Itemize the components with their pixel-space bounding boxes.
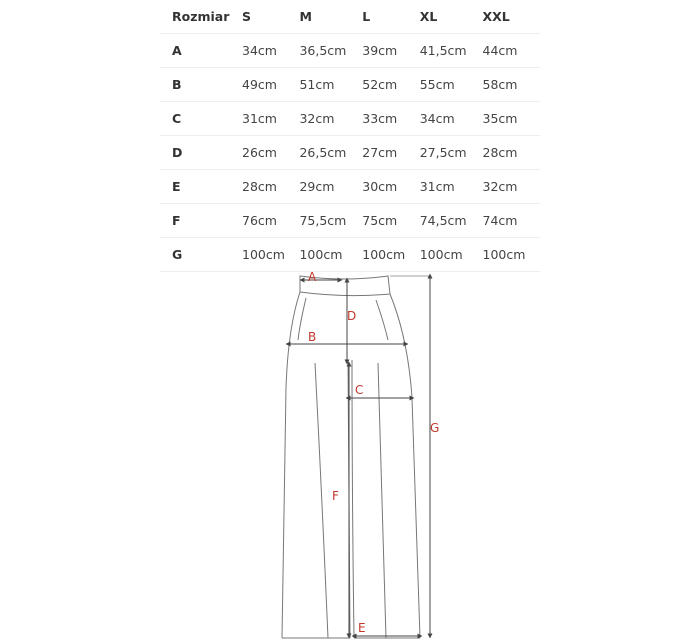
table-cell: 29cm	[299, 170, 362, 204]
row-label: D	[160, 136, 242, 170]
table-cell: 41,5cm	[420, 34, 483, 68]
table-row	[160, 34, 540, 68]
table-row	[160, 204, 540, 238]
table-cell: 100cm	[299, 238, 362, 272]
header-rozmiar: Rozmiar	[160, 0, 242, 34]
table-row	[160, 136, 540, 170]
table-cell: 27,5cm	[420, 136, 483, 170]
header-size-xxl: XXL	[483, 0, 541, 34]
table-cell: 31cm	[242, 102, 299, 136]
table-cell: 49cm	[242, 68, 299, 102]
table-cell: 74cm	[483, 204, 541, 238]
table-row	[160, 238, 540, 272]
table-cell: 35cm	[483, 102, 541, 136]
header-size-s: S	[242, 0, 299, 34]
table-cell: 100cm	[420, 238, 483, 272]
table-cell: 100cm	[362, 238, 419, 272]
row-label: E	[160, 170, 242, 204]
table-cell: 58cm	[483, 68, 541, 102]
table-cell: 34cm	[242, 34, 299, 68]
table-cell: 32cm	[299, 102, 362, 136]
table-cell: 55cm	[420, 68, 483, 102]
table-row	[160, 68, 540, 102]
table-cell: 26cm	[242, 136, 299, 170]
table-cell: 28cm	[242, 170, 299, 204]
label-d: D	[347, 309, 357, 323]
header-size-m: M	[299, 0, 362, 34]
trousers-outline	[282, 276, 420, 638]
table-cell: 28cm	[483, 136, 541, 170]
row-label: C	[160, 102, 242, 136]
row-label: F	[160, 204, 242, 238]
table-cell: 75cm	[362, 204, 419, 238]
table-cell: 32cm	[483, 170, 541, 204]
table-cell: 74,5cm	[420, 204, 483, 238]
header-size-xl: XL	[420, 0, 483, 34]
table-cell: 30cm	[362, 170, 419, 204]
label-e: E	[358, 621, 366, 635]
table-row	[160, 170, 540, 204]
table-row	[160, 102, 540, 136]
header-row	[160, 0, 540, 34]
row-label: A	[160, 34, 242, 68]
size-chart-table	[160, 0, 540, 272]
table-cell: 52cm	[362, 68, 419, 102]
row-label: G	[160, 238, 242, 272]
table-cell: 31cm	[420, 170, 483, 204]
table-cell: 39cm	[362, 34, 419, 68]
table-cell: 26,5cm	[299, 136, 362, 170]
table-cell: 100cm	[242, 238, 299, 272]
row-label: B	[160, 68, 242, 102]
table-cell: 100cm	[483, 238, 541, 272]
table-cell: 51cm	[299, 68, 362, 102]
table-cell: 76cm	[242, 204, 299, 238]
table-cell: 44cm	[483, 34, 541, 68]
table-cell: 33cm	[362, 102, 419, 136]
header-size-l: L	[362, 0, 419, 34]
table-cell: 36,5cm	[299, 34, 362, 68]
label-b: B	[308, 330, 317, 344]
table-cell: 34cm	[420, 102, 483, 136]
label-a: A	[308, 270, 317, 284]
table-cell: 75,5cm	[299, 204, 362, 238]
trousers-measurement-diagram	[270, 268, 450, 642]
label-f: F	[332, 489, 339, 503]
label-c: C	[355, 383, 364, 397]
label-g: G	[430, 421, 440, 435]
table-cell: 27cm	[362, 136, 419, 170]
